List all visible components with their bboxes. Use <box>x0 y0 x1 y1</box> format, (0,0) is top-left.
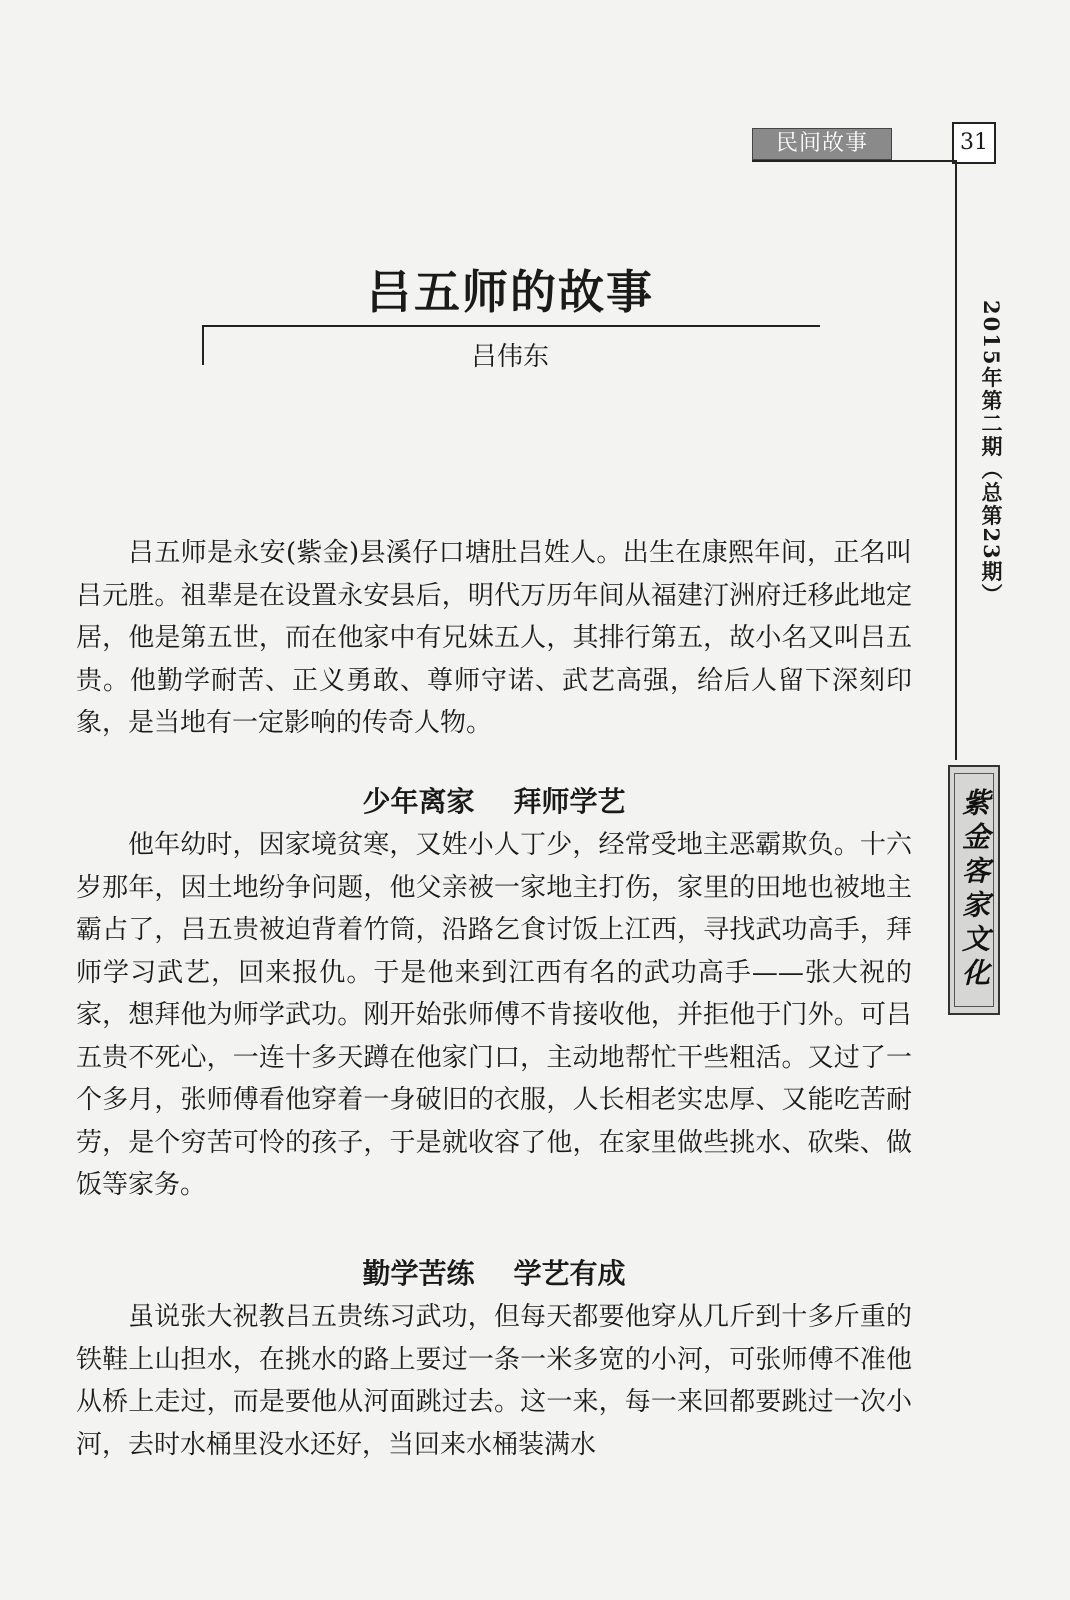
title-rule-tick <box>202 325 204 365</box>
intro-paragraph: 吕五师是永安(紫金)县溪仔口塘肚吕姓人。出生在康熙年间，正名叫吕元胜。祖辈是在设置永安县后，明代万历年间从福建汀洲府迁移此地定居，他是第五世，而在他家中有兄妹五人，其排行第五，故小名又叫吕五贵。他勤学耐苦、正义勇敢、尊师守诺、武艺高强，给后人留下深刻印象，是当地有一定影响的传奇人物。 <box>76 538 912 738</box>
section-heading-2: 勤学苦练 学艺有成 <box>362 1257 626 1290</box>
article-title: 吕五师的故事 <box>366 265 654 319</box>
header-rule <box>752 160 956 162</box>
title-rule <box>202 325 820 327</box>
section-heading-1: 少年离家 拜师学艺 <box>362 785 626 818</box>
section-2-paragraph: 虽说张大祝教吕五贵练习武功，但每天都要他穿从几斤到十多斤重的铁鞋上山担水，在挑水的路上要过一条一米多宽的小河，可张师傅不准他从桥上走过，而是要他从河面跳过去。这一来，每一来回都要跳过一次小河，去时水桶里没水还好，当回来水桶装满水 <box>76 1302 912 1460</box>
section-tag: 民间故事 <box>752 128 892 160</box>
article-author: 吕伟东 <box>470 342 549 372</box>
banner-text: 紫金客家文化 <box>954 773 994 1007</box>
calligraphy-banner <box>948 765 1000 1015</box>
section-1-paragraph: 他年幼时，因家境贫寒，又姓小人丁少，经常受地主恶霸欺负。十六岁那年，因土地纷争问题，他父亲被一家地主打伤，家里的田地也被地主霸占了，吕五贵被迫背着竹筒，沿路乞食讨饭上江西，寻找武功高手，拜师学习武艺，回来报仇。于是他来到江西有名的武功高手——张大祝的家，想拜他为师学武功。刚开始张师傅不肯接收他，并拒他于门外。可吕五贵不死心，一连十多天蹲在他家门口，主动地帮忙干些粗活。又过了一个多月，张师傅看他穿着一身破旧的衣服，人长相老实忠厚、又能吃苦耐劳，是个穷苦可怜的孩子，于是就收容了他，在家里做些挑水、砍柴、做饭等家务。 <box>76 830 912 1200</box>
issue-info: 2015年第二期（总第23期） <box>979 300 1004 607</box>
side-rule <box>955 160 957 760</box>
page-number: 31 <box>952 122 996 164</box>
